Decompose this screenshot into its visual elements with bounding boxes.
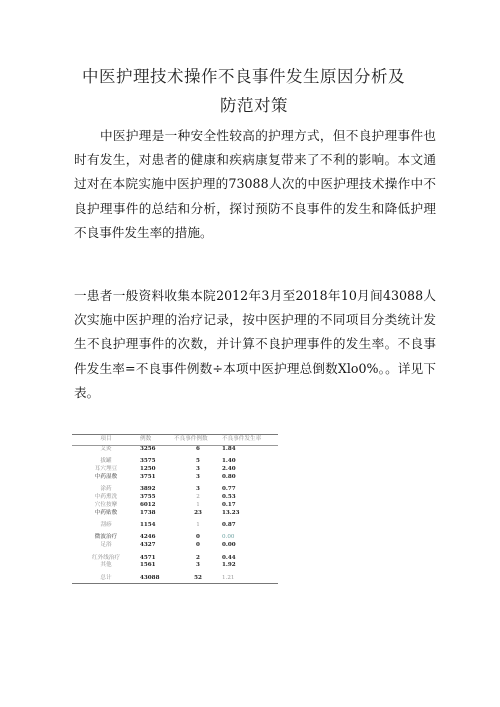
table-row bbox=[72, 542, 278, 550]
row-rate: 0.53 bbox=[222, 494, 236, 501]
table-row bbox=[72, 550, 278, 562]
row-events: 52 bbox=[174, 570, 222, 583]
header-count: 例数 bbox=[140, 435, 174, 446]
row-events: 3 bbox=[196, 562, 200, 569]
row-events: 6 bbox=[196, 445, 200, 452]
row-count: 3755 bbox=[140, 494, 156, 501]
row-rate: 0.77 bbox=[222, 486, 236, 493]
row-item: 微波治疗 bbox=[94, 534, 118, 541]
row-count: 1250 bbox=[140, 466, 156, 473]
row-events: 3 bbox=[196, 486, 200, 493]
table-row bbox=[72, 474, 278, 482]
row-events: 2 bbox=[196, 494, 200, 501]
table-row bbox=[72, 502, 278, 510]
row-rate: 1.40 bbox=[222, 458, 236, 465]
row-item: 刮痧 bbox=[100, 522, 112, 529]
table-row bbox=[72, 454, 278, 466]
row-count: 4571 bbox=[140, 554, 156, 561]
row-count: 3256 bbox=[140, 445, 156, 452]
header-rate: 不良事件发生率 bbox=[222, 435, 278, 446]
row-rate: 0.80 bbox=[222, 473, 236, 480]
row-item: 中药湿敷 bbox=[94, 473, 118, 480]
row-item: 足浴 bbox=[100, 542, 112, 549]
row-rate: 0.00 bbox=[222, 542, 236, 549]
table-row bbox=[72, 494, 278, 502]
row-rate: 0.17 bbox=[222, 501, 236, 508]
row-rate: 2.40 bbox=[222, 466, 236, 473]
row-rate: 1.84 bbox=[222, 445, 236, 452]
row-count: 4327 bbox=[140, 542, 156, 549]
row-events: 0 bbox=[196, 542, 200, 549]
header-events: 不良事件例数 bbox=[174, 435, 222, 446]
table-header-row bbox=[72, 435, 278, 446]
row-item: 红外线治疗 bbox=[92, 554, 120, 561]
table-row bbox=[72, 445, 278, 453]
table-row bbox=[72, 482, 278, 494]
table-row bbox=[72, 510, 278, 518]
row-count: 1561 bbox=[140, 562, 156, 569]
row-count: 4246 bbox=[140, 534, 156, 541]
row-count: 43088 bbox=[140, 570, 174, 583]
row-item: 中药贴敷 bbox=[94, 509, 118, 516]
row-events: 2 bbox=[196, 554, 200, 561]
method-paragraph: 一患者一般资料收集本院2012年3月至2018年10月间43088人次实施中医护理的治疗记录，按中医护理的不同项目分类统计发生不良护理事件的次数，并计算不良护理事件的发生率。不良事件发生率=不良事件例数÷本项中医护理总倒数Xlo0%。。详见下表。 bbox=[74, 288, 436, 400]
row-rate: 13.23 bbox=[222, 509, 240, 516]
adverse-event-table bbox=[72, 434, 278, 584]
row-item: 其他 bbox=[100, 562, 112, 569]
document-title-line-1: 中医护理技术操作不良事件发生原因分析及 bbox=[82, 67, 405, 86]
row-count: 1154 bbox=[140, 522, 156, 529]
row-count: 1738 bbox=[140, 509, 156, 516]
intro-paragraph: 中医护理是一种安全性较高的护理方式，但不良护理事件也时有发生，对患者的健康和疾病康复带来了不利的影响。本文通过对在本院实施中医护理的73088人次的中医护理技术操作中不良护理事件的总结和分析，探讨预防不良事件的发生和降低护理不良事件发生率的措施。 bbox=[74, 128, 436, 240]
row-events: 0 bbox=[196, 534, 200, 541]
table-total-row bbox=[72, 570, 278, 583]
header-item: 项目 bbox=[72, 435, 140, 446]
row-rate: 1.92 bbox=[222, 562, 236, 569]
row-item: 涂药 bbox=[100, 486, 112, 493]
row-count: 3575 bbox=[140, 458, 156, 465]
row-item: 拔罐 bbox=[100, 458, 112, 465]
document-title-line-2: 防范对策 bbox=[220, 96, 288, 115]
row-rate: 0.87 bbox=[222, 522, 236, 529]
row-item: 穴位按摩 bbox=[94, 501, 118, 508]
row-count: 3751 bbox=[140, 473, 156, 480]
row-events: 3 bbox=[196, 466, 200, 473]
row-events: 5 bbox=[196, 458, 200, 465]
row-rate: 0.44 bbox=[222, 554, 236, 561]
table-row bbox=[72, 518, 278, 530]
row-events: 3 bbox=[196, 473, 200, 480]
row-item: 艾灸 bbox=[100, 445, 112, 452]
row-events: 1 bbox=[196, 522, 200, 529]
row-item: 总计 bbox=[72, 570, 140, 583]
row-events: 1 bbox=[196, 501, 200, 508]
row-rate: 1.21 bbox=[222, 570, 278, 583]
table-row bbox=[72, 466, 278, 474]
row-item: 耳穴埋豆 bbox=[94, 466, 118, 473]
table-row bbox=[72, 562, 278, 570]
row-item: 中药熏洗 bbox=[94, 494, 118, 501]
row-count: 6012 bbox=[140, 501, 156, 508]
row-count: 3892 bbox=[140, 486, 156, 493]
table-row bbox=[72, 530, 278, 542]
row-events: 23 bbox=[194, 509, 202, 516]
row-rate: 0.00 bbox=[222, 534, 235, 541]
